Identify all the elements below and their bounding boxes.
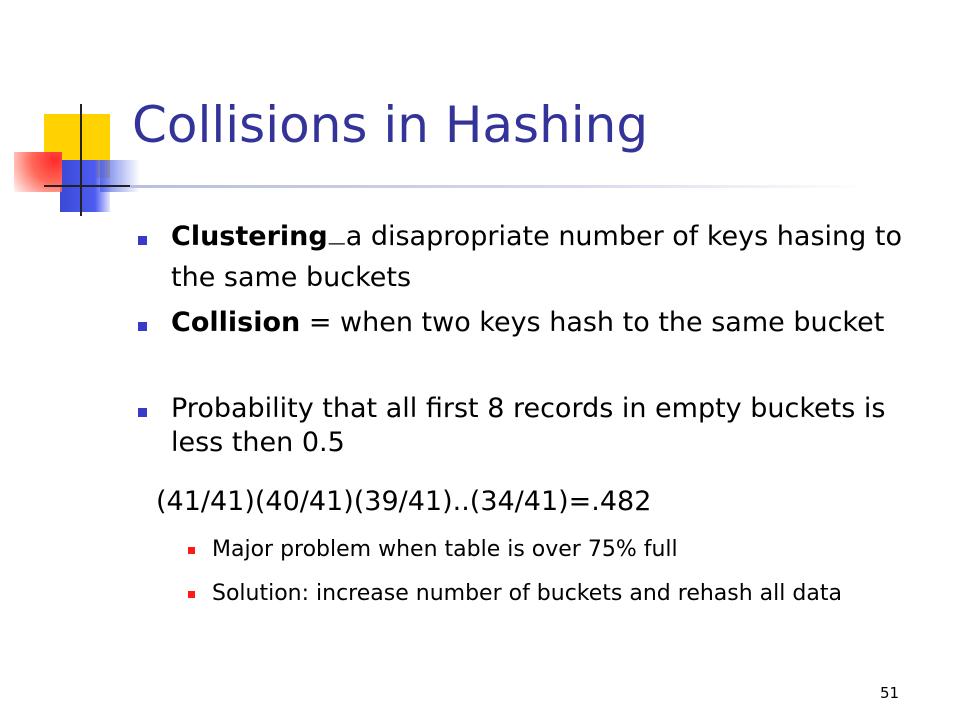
sub-bullet-square-icon bbox=[188, 547, 195, 554]
bullet-collision bbox=[171, 306, 911, 340]
bullet-clustering bbox=[171, 220, 911, 295]
sub-bullet-solution: Solution: increase number of buckets and rehash all data bbox=[212, 581, 842, 606]
bullet-probability bbox=[171, 392, 911, 460]
collision-definition: = when two keys hash to the same bucket bbox=[300, 307, 885, 338]
sub-bullet-square-icon bbox=[188, 591, 195, 598]
sub-bullet-major-problem: Major problem when table is over 75% full bbox=[212, 537, 678, 562]
slide-title: Collisions in Hashing bbox=[132, 96, 649, 154]
logo-horizontal-line bbox=[44, 185, 132, 187]
page-number: 51 bbox=[880, 684, 900, 702]
probability-formula: (41/41)(40/41)(39/41)..(34/41)=.482 bbox=[156, 486, 652, 517]
em-dash: — bbox=[327, 233, 346, 254]
bullet-square-icon bbox=[138, 236, 147, 245]
bullet-square-icon bbox=[138, 408, 147, 417]
clustering-definition: a disapropriate number of keys hasing to the same buckets bbox=[171, 221, 902, 293]
term-collision: Collision bbox=[171, 307, 301, 338]
logo-vertical-line bbox=[80, 104, 82, 216]
title-underline-rule bbox=[130, 185, 870, 188]
term-clustering: Clustering bbox=[171, 221, 328, 252]
bullet-square-icon bbox=[138, 322, 147, 331]
probability-text: Probability that all first 8 records in empty buckets is less then 0.5 bbox=[171, 393, 886, 458]
